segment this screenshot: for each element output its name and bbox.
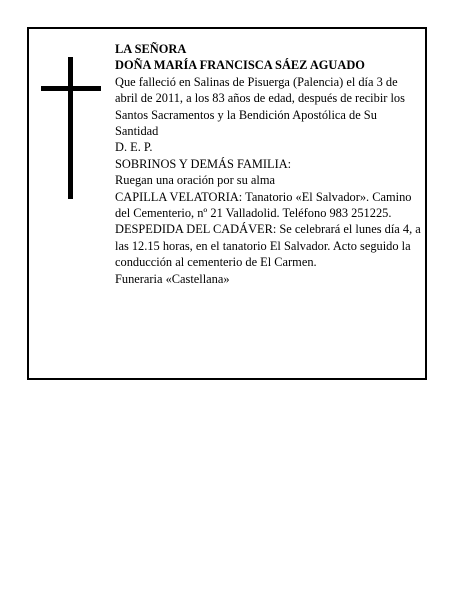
funeral-farewell: DESPEDIDA DEL CADÁVER: Se celebrará el lunes día 4, a las 12.15 horas, en el tanatorio El Salvador. Acto seguido la conducción al cementerio de El Carmen. xyxy=(115,222,421,270)
obituary-notice xyxy=(27,27,427,380)
honorific: LA SEÑORA xyxy=(115,42,187,56)
notice-text xyxy=(115,41,421,287)
rest-in-peace: D. E. P. xyxy=(115,140,153,155)
funeral-home: Funeraria «Castellana» xyxy=(115,271,230,286)
prayer-request: Ruegan una oración por su alma xyxy=(115,173,275,188)
deceased-name: DOÑA MARÍA FRANCISCA SÁEZ AGUADO xyxy=(115,58,365,73)
cross-icon xyxy=(41,57,101,199)
family-line: SOBRINOS Y DEMÁS FAMILIA: xyxy=(115,156,292,171)
cross-horizontal-bar xyxy=(41,86,101,91)
death-details: Que falleció en Salinas de Pisuerga (Palencia) el día 3 de abril de 2011, a los 83 años de edad, después de recibir los Santos Sacramentos y la Bendición Apostólica de Su Santidad xyxy=(115,74,405,139)
cross-vertical-bar xyxy=(68,57,73,199)
wake-chapel: CAPILLA VELATORIA: Tanatorio «El Salvador». Camino del Cementerio, nº 21 Valladolid. Teléfono 983 251225. xyxy=(115,189,412,221)
